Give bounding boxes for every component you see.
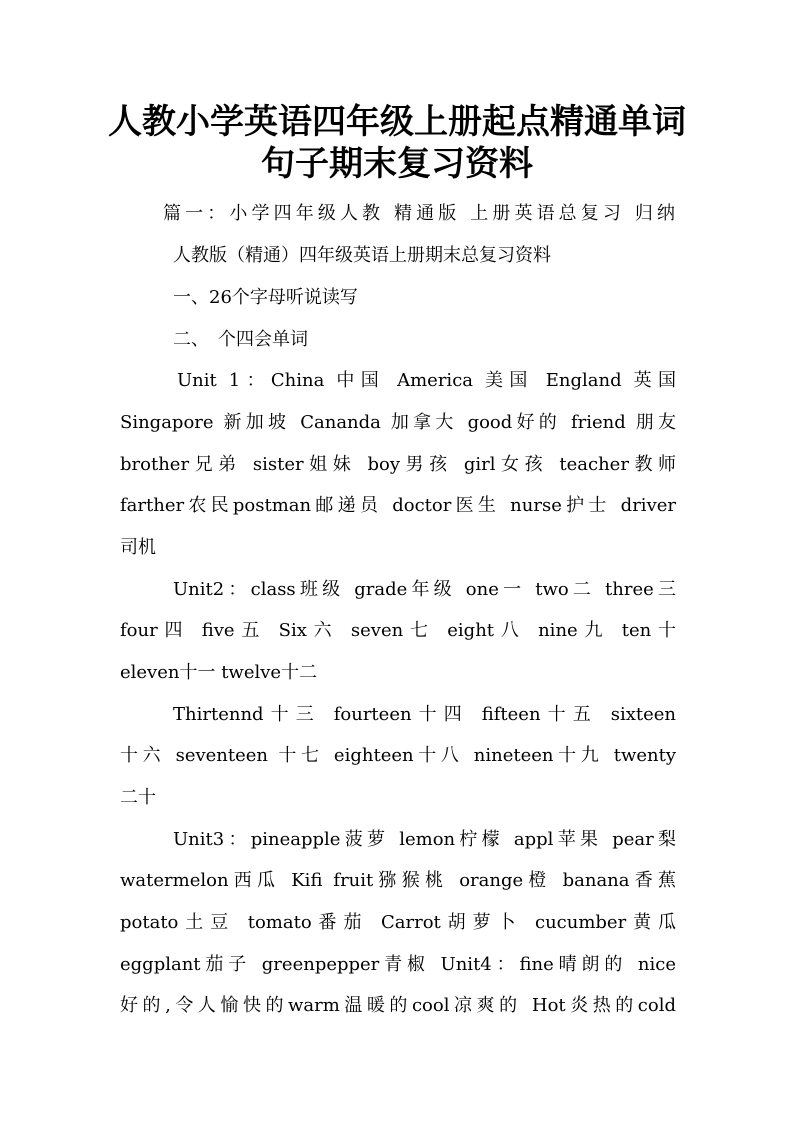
- unit1-line: Unit 1：China 中国 America 美国 England 英国: [177, 370, 676, 391]
- unit2-line: eleven十一 twelve十二: [120, 662, 318, 683]
- unit2-line: 二十: [120, 787, 156, 808]
- unit3-line: potato土豆 tomato番茄 Carrot胡萝卜 cucumber黄瓜: [120, 912, 676, 933]
- document-title-line-1: 人教小学英语四年级上册起点精通单词: [108, 102, 686, 142]
- section-heading: 篇一：小学四年级人教 精通版 上册英语总复习 归纳: [163, 203, 675, 224]
- unit3-line: Unit3：pineapple菠萝 lemon柠檬 appl苹果 pear梨: [173, 829, 676, 850]
- document-title-line-2: 句子期末复习资料: [261, 144, 533, 184]
- unit1-line: Singapore 新加坡 Cananda 加拿大 good好的 friend 朋友: [120, 412, 676, 433]
- unit1-line: farther农民postman邮递员 doctor医生 nurse护士 driver: [120, 495, 676, 516]
- item-alphabet: 一、26个字母听说读写: [173, 287, 358, 308]
- unit2-line: Thirtennd十三 fourteen十四 fifteen十五 sixteen: [173, 704, 676, 725]
- unit3-line: watermelon西瓜 Kifi fruit猕猴桃 orange橙 banana香蕉: [120, 870, 676, 891]
- unit2-line: four四 five五 Six六 seven七 eight八 nine九 ten十: [120, 620, 676, 641]
- unit2-line: Unit2：class班级 grade年级 one一 two二 three三: [173, 579, 676, 600]
- unit1-line: 司机: [120, 537, 156, 558]
- unit2-line: 十六 seventeen 十七 eighteen十八 nineteen十九 twenty: [120, 745, 676, 766]
- unit1-line: brother兄弟 sister姐妹 boy男孩 girl女孩 teacher教师: [120, 454, 676, 475]
- unit3-line: eggplant茄子 greenpepper青椒 Unit4：fine晴朗的 nice: [120, 954, 676, 975]
- subtitle-line: 人教版（精通）四年级英语上册期末总复习资料: [173, 245, 551, 266]
- item-vocabulary: 二、 个四会单词: [173, 329, 308, 350]
- unit4-line: 好的,令人愉快的warm温暖的cool凉爽的 Hot炎热的cold: [120, 995, 676, 1016]
